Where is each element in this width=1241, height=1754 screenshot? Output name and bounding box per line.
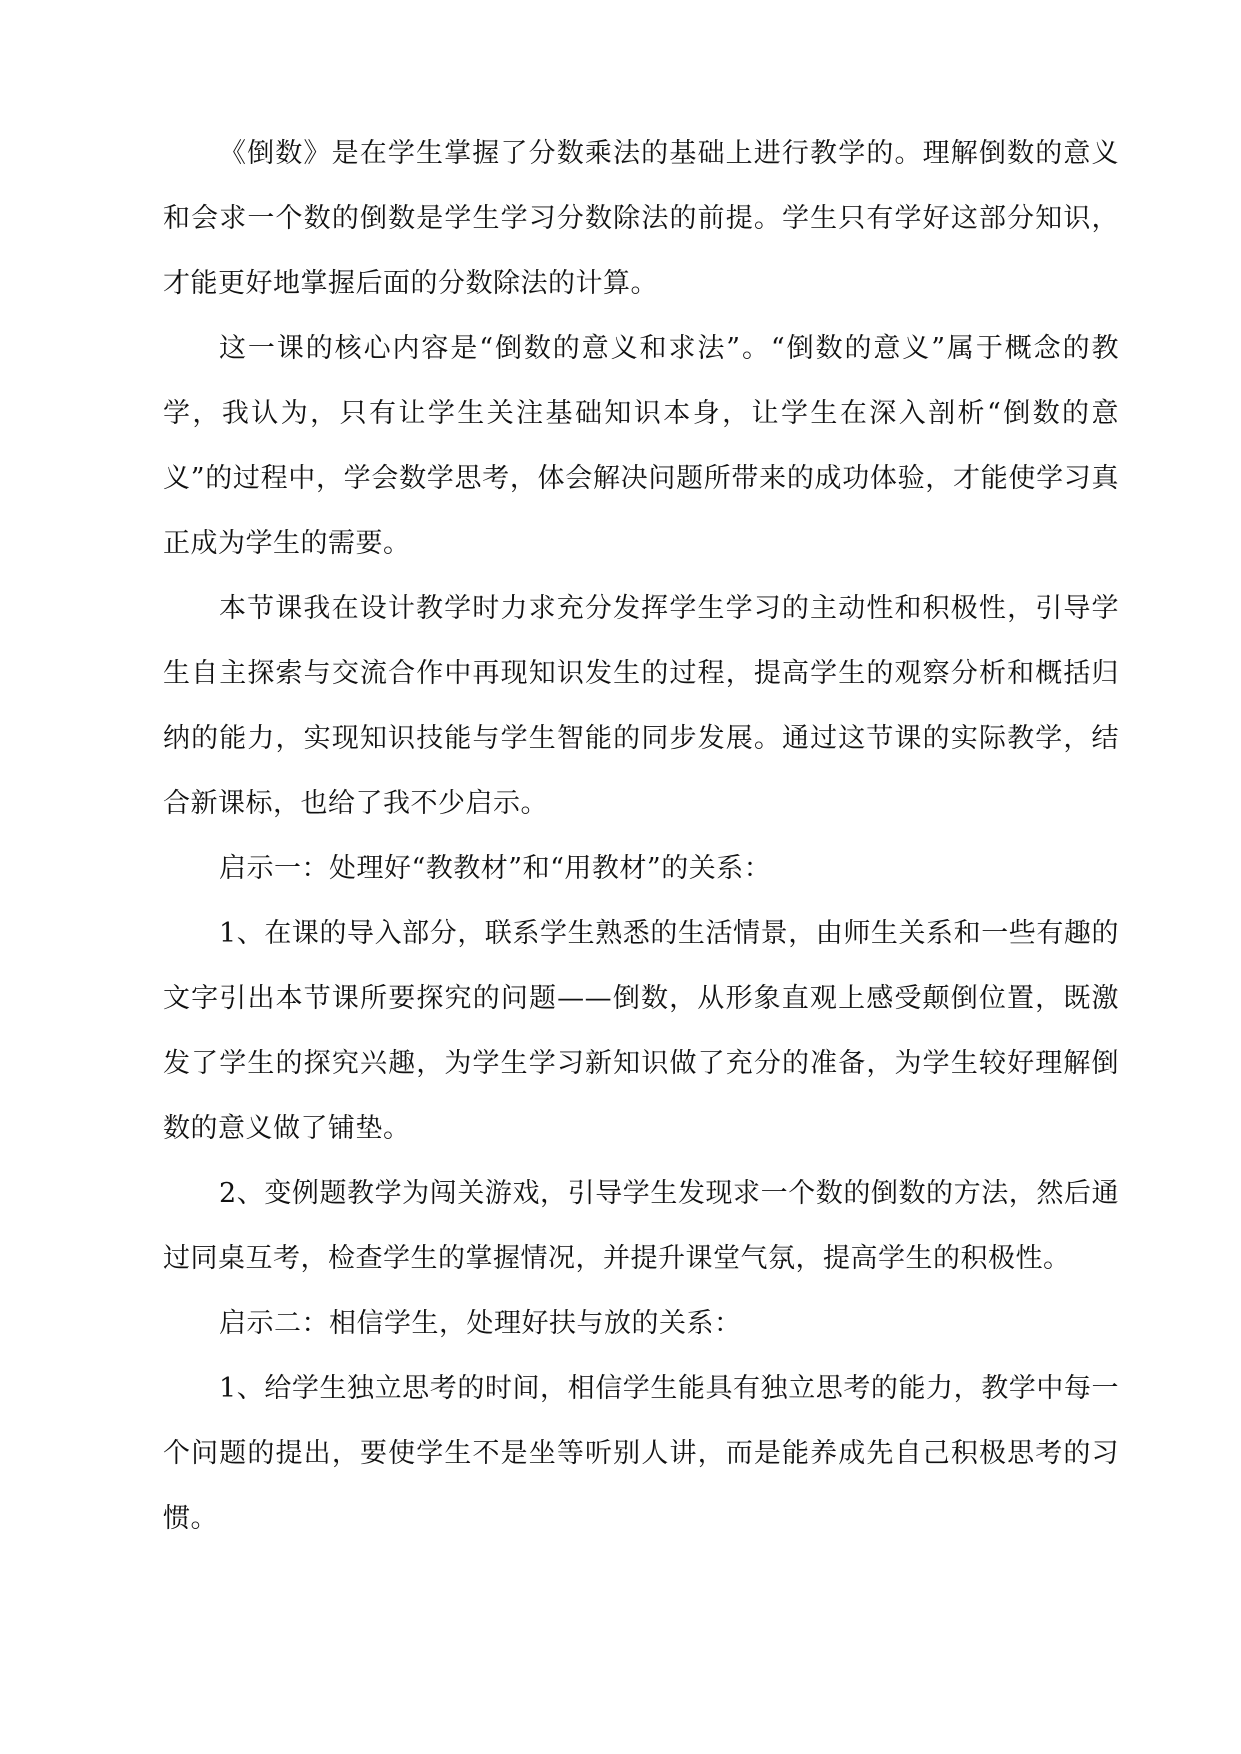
paragraph-insight-one-item-1: 1、在课的导入部分，联系学生熟悉的生活情景，由师生关系和一些有趣的文字引出本节课所要探究的问题——倒数，从形象直观上感受颠倒位置，既激发了学生的探究兴趣，为学生学习新知识做了充分的准备，为学生较好理解倒数的意义做了铺垫。 [163, 918, 1119, 1144]
heading-insight-one: 启示一：处理好“教教材”和“用教材”的关系： [219, 853, 772, 884]
paragraph-insight-two-item-1: 1、给学生独立思考的时间，相信学生能具有独立思考的能力，教学中每一个问题的提出，要使学生不是坐等听别人讲，而是能养成先自己积极思考的习惯。 [163, 1373, 1119, 1534]
paragraph-insight-one-item-2: 2、变例题教学为闯关游戏，引导学生发现求一个数的倒数的方法，然后通过同桌互考，检查学生的掌握情况，并提升课堂气氛，提高学生的积极性。 [163, 1178, 1119, 1274]
paragraph-lesson-design: 本节课我在设计教学时力求充分发挥学生学习的主动性和积极性，引导学生自主探索与交流合作中再现知识发生的过程，提高学生的观察分析和概括归纳的能力，实现知识技能与学生智能的同步发展。通过这节课的实际教学，结合新课标，也给了我不少启示。 [163, 593, 1119, 819]
document-body [163, 121, 1119, 1551]
heading-insight-two: 启示二：相信学生，处理好扶与放的关系： [219, 1308, 742, 1339]
paragraph-intro: 《倒数》是在学生掌握了分数乘法的基础上进行教学的。理解倒数的意义和会求一个数的倒数是学生学习分数除法的前提。学生只有学好这部分知识，才能更好地掌握后面的分数除法的计算。 [163, 138, 1119, 299]
paragraph-core-content: 这一课的核心内容是“倒数的意义和求法”。“倒数的意义”属于概念的教学，我认为，只有让学生关注基础知识本身，让学生在深入剖析“倒数的意义”的过程中，学会数学思考，体会解决问题所带来的成功体验，才能使学习真正成为学生的需要。 [163, 333, 1119, 559]
